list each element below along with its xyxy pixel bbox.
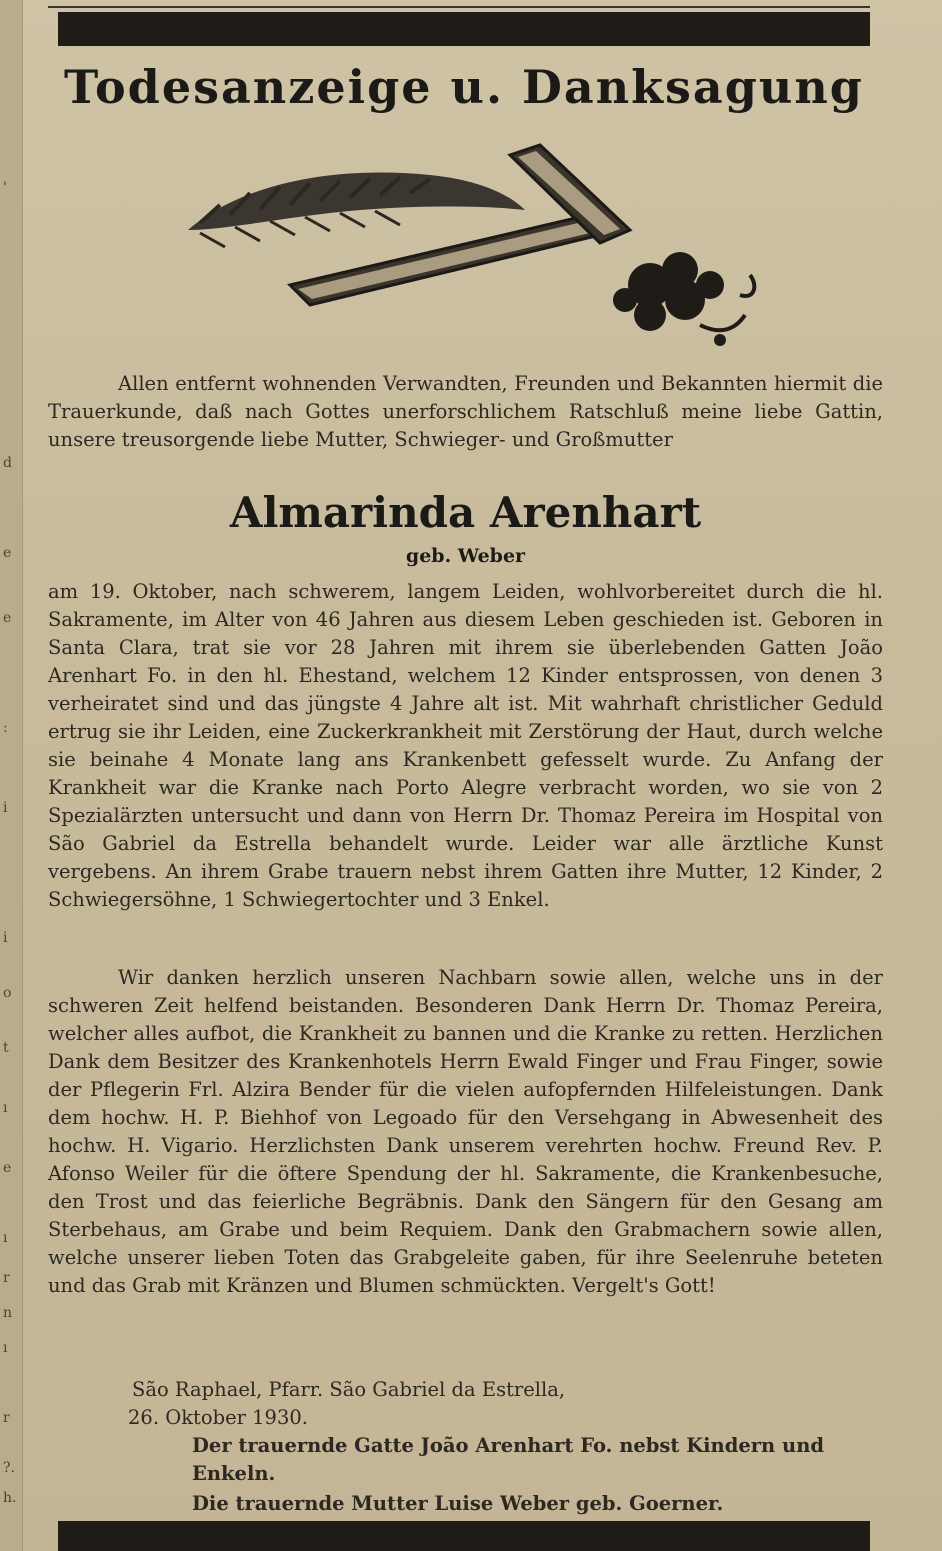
signature-place: São Raphael, Pfarr. São Gabriel da Estrella, — [132, 1378, 566, 1401]
signature-mother: Die trauernde Mutter Luise Weber geb. Goerner. — [192, 1492, 724, 1515]
notice-title: Todesanzeige u. Danksagung — [64, 60, 864, 114]
deceased-name: Almarinda Arenhart — [229, 488, 702, 537]
signature-date: 26. Oktober 1930. — [128, 1406, 308, 1429]
bottom-border-bar — [58, 1521, 870, 1551]
intro-paragraph: Allen entfernt wohnenden Verwandten, Freunden und Bekannten hiermit die Trauerkunde, daß nach Gottes unerforschlichem Ratschluß meine liebe Gattin, unsere treusorgende liebe Mutter, Schwieger- und Großmutter — [48, 372, 883, 451]
adjacent-column-edge: ' d e e : i i o t ı e ı r n ı r ?. h. — [0, 0, 23, 1551]
top-rule — [48, 6, 870, 8]
palm-cross-emblem-icon — [180, 135, 760, 360]
thanks-paragraph: Wir danken herzlich unseren Nachbarn sowie allen, welche uns in der schweren Zeit helfend beistanden. Besonderen Dank Herrn Dr. Thomaz Pereira, welcher alles aufbot, die Krankheit zu bannen und die Kranke zu retten. Herzlichen Dank dem Besitzer des Krankenhotels Herrn Ewald Finger und Frau Finger, sowie der Pflegerin Frl. Alzira Bender für die vielen aufopfernden Hilfeleistungen. Dank dem hochw. H. P. Biehhof von Legoado für den Versehgang in Abwesenheit des hochw. H. Vigario. Herzlichsten Dank unserem verehrten hochw. Freund Rev. P. Afonso Weiler für die öftere Spendung der hl. Sakramente, die Krankenbesuche, den Trost und das feierliche Begräbnis. Dank den Sängern für den Gesang am Sterbehaus, am Grabe und beim Requiem. Dank den Grabmachern sowie allen, welche unserer lieben Toten das Grabgeleite gaben, für ihre Seelenruhe beteten und das Grab mit Kränzen und Blumen schmückten. Vergelt's Gott! — [48, 966, 883, 1297]
obituary-paragraph: am 19. Oktober, nach schwerem, langem Leiden, wohlvorbereitet durch die hl. Sakramente, im Alter von 46 Jahren aus diesem Leben geschieden ist. Geboren in Santa Clara, trat sie vor 28 Jahren mit ihrem sie überlebenden Gatten João Arenhart Fo. in den hl. Ehestand, welchem 12 Kinder entsprossen, von denen 3 verheiratet sind und das jüngste 4 Jahre alt ist. Mit wahrhaft christlicher Geduld ertrug sie ihr Leiden, eine Zuckerkrankheit mit Zerstörung der Haut, durch welche sie beinahe 4 Monate lang ans Krankenbett gefesselt wurde. Zu Anfang der Krankheit war die Kranke nach Porto Alegre verbracht worden, wo sie von 2 Spezialärzten untersucht und dann von Herrn Dr. Thomaz Pereira im Hospital von São Gabriel da Estrella behandelt wurde. Leider war alle ärztliche Kunst vergebens. An ihrem Grabe trauern nebst ihrem Gatten ihre Mutter, 12 Kinder, 2 Schwiegersöhne, 1 Schwiegertochter und 3 Enkel. — [48, 580, 883, 911]
birth-name: geb. Weber — [405, 545, 526, 567]
signature-family: Der trauernde Gatte João Arenhart Fo. nebst Kindern und Enkeln. — [192, 1434, 825, 1485]
top-border-bar — [58, 12, 870, 46]
